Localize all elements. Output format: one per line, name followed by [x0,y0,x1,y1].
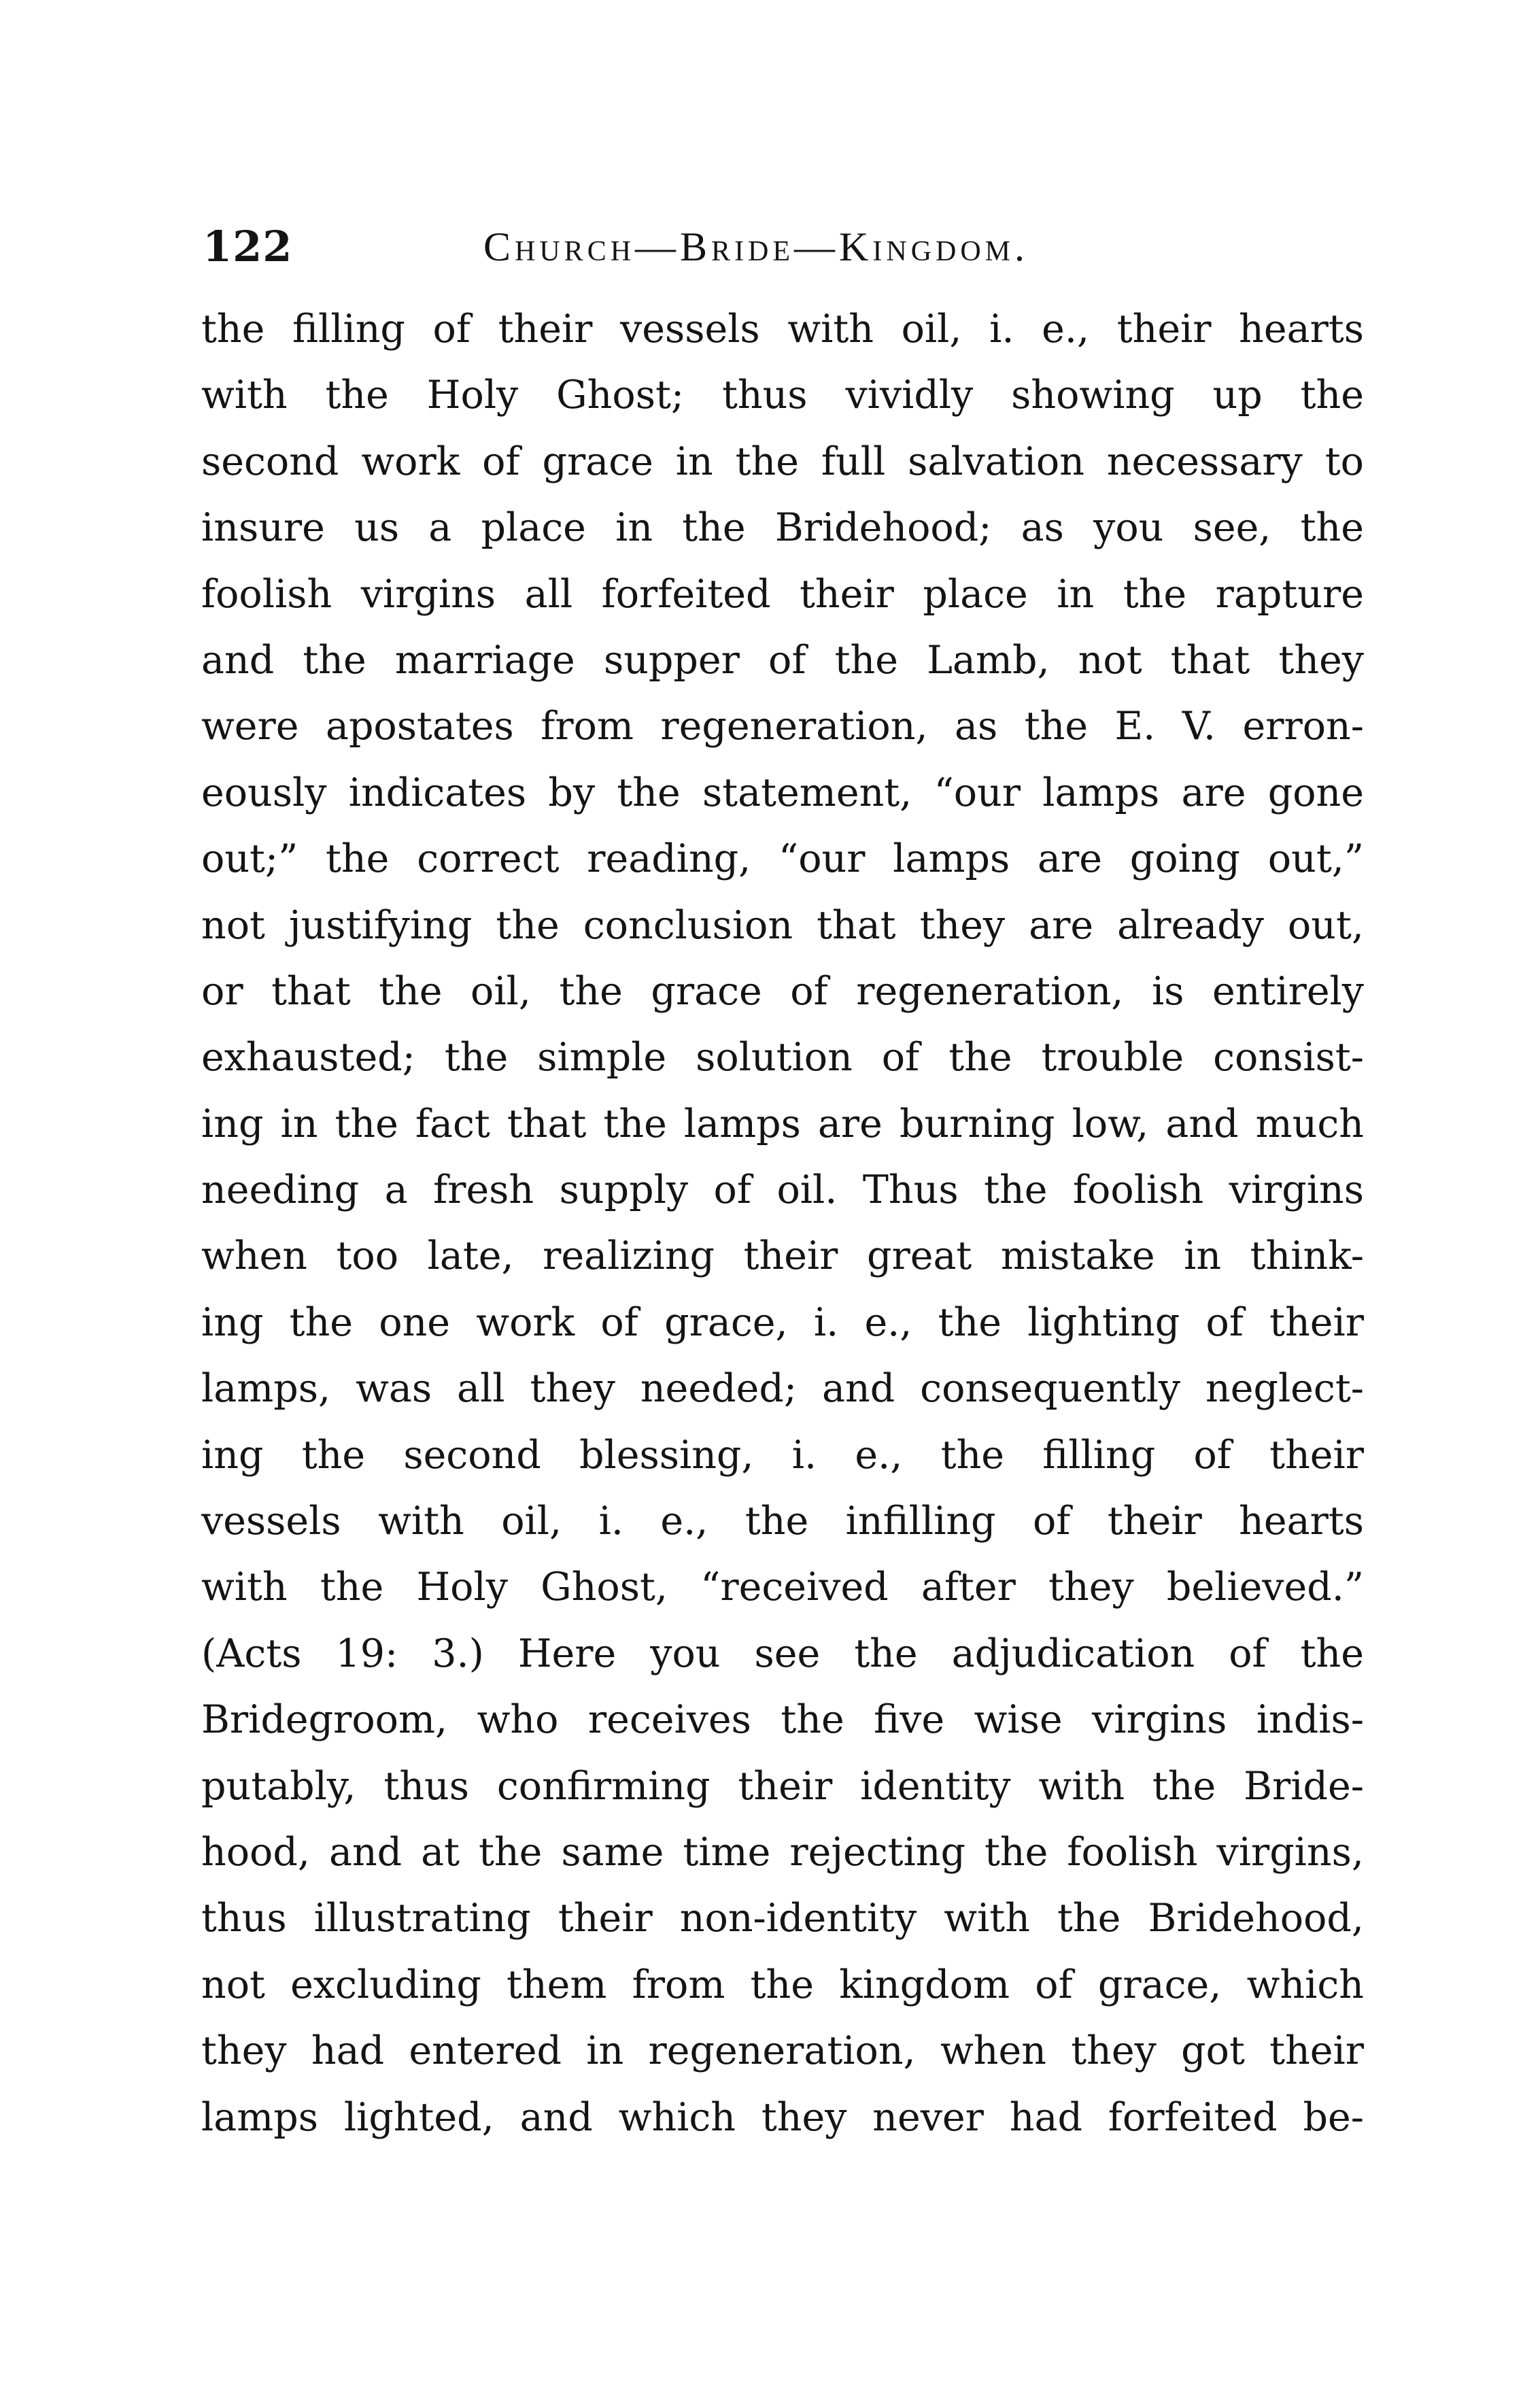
text-line: were apostates from regeneration, as the E. V. erron- [201,704,1364,749]
text-line: with the Holy Ghost, “received after they believed.” [201,1565,1364,1610]
text-line: needing a fresh supply of oil. Thus the foolish virgins [201,1168,1364,1213]
body-text [201,296,1364,2151]
text-line: vessels with oil, i. e., the infilling of their hearts [201,1499,1364,1544]
text-line: insure us a place in the Bridehood; as you see, the [201,505,1364,551]
page-header [203,216,1372,277]
text-line: and the marriage supper of the Lamb, not that they [201,637,1364,683]
text-line: exhausted; the simple solution of the trouble consist- [201,1035,1364,1081]
text-line: foolish virgins all forfeited their place in the rapture [201,571,1364,617]
text-line: (Acts 19: 3.) Here you see the adjudication of the [201,1631,1364,1676]
text-line: hood, and at the same time rejecting the foolish virgins, [201,1829,1364,1875]
text-line: ing in the fact that the lamps are burning low, and much [201,1101,1364,1146]
text-line: when too late, realizing their great mistake in think- [201,1233,1364,1279]
text-line: lamps, was all they needed; and consequently neglect- [201,1366,1364,1412]
text-line: eously indicates by the statement, “our lamps are gone [201,770,1364,815]
text-line: they had entered in regeneration, when they got their [201,2028,1364,2074]
text-line: lamps lighted, and which they never had forfeited be- [201,2094,1364,2140]
text-line: the filling of their vessels with oil, i. e., their hearts [201,307,1364,352]
text-line: ing the one work of grace, i. e., the lighting of their [201,1299,1364,1345]
text-line: thus illustrating their non-identity with the Bridehood, [201,1896,1364,1941]
text-line: not justifying the conclusion that they are already out, [201,902,1364,948]
text-line: ing the second blessing, i. e., the filling of their [201,1432,1364,1478]
text-line: Bridegroom, who receives the five wise virgins indis- [201,1697,1364,1743]
text-line: with the Holy Ghost; thus vividly showing up the [201,373,1364,418]
text-line: not excluding them from the kingdom of grace, which [201,1962,1364,2007]
text-line: or that the oil, the grace of regeneration, is entirely [201,968,1364,1014]
text-line: out;” the correct reading, “our lamps are going out,” [201,836,1364,882]
text-line: second work of grace in the full salvation necessary to [201,439,1364,484]
page-number: 122 [203,222,293,271]
running-head: Church—Bride—Kingdom. [483,224,1029,269]
text-line: putably, thus confirming their identity with the Bride- [201,1763,1364,1809]
